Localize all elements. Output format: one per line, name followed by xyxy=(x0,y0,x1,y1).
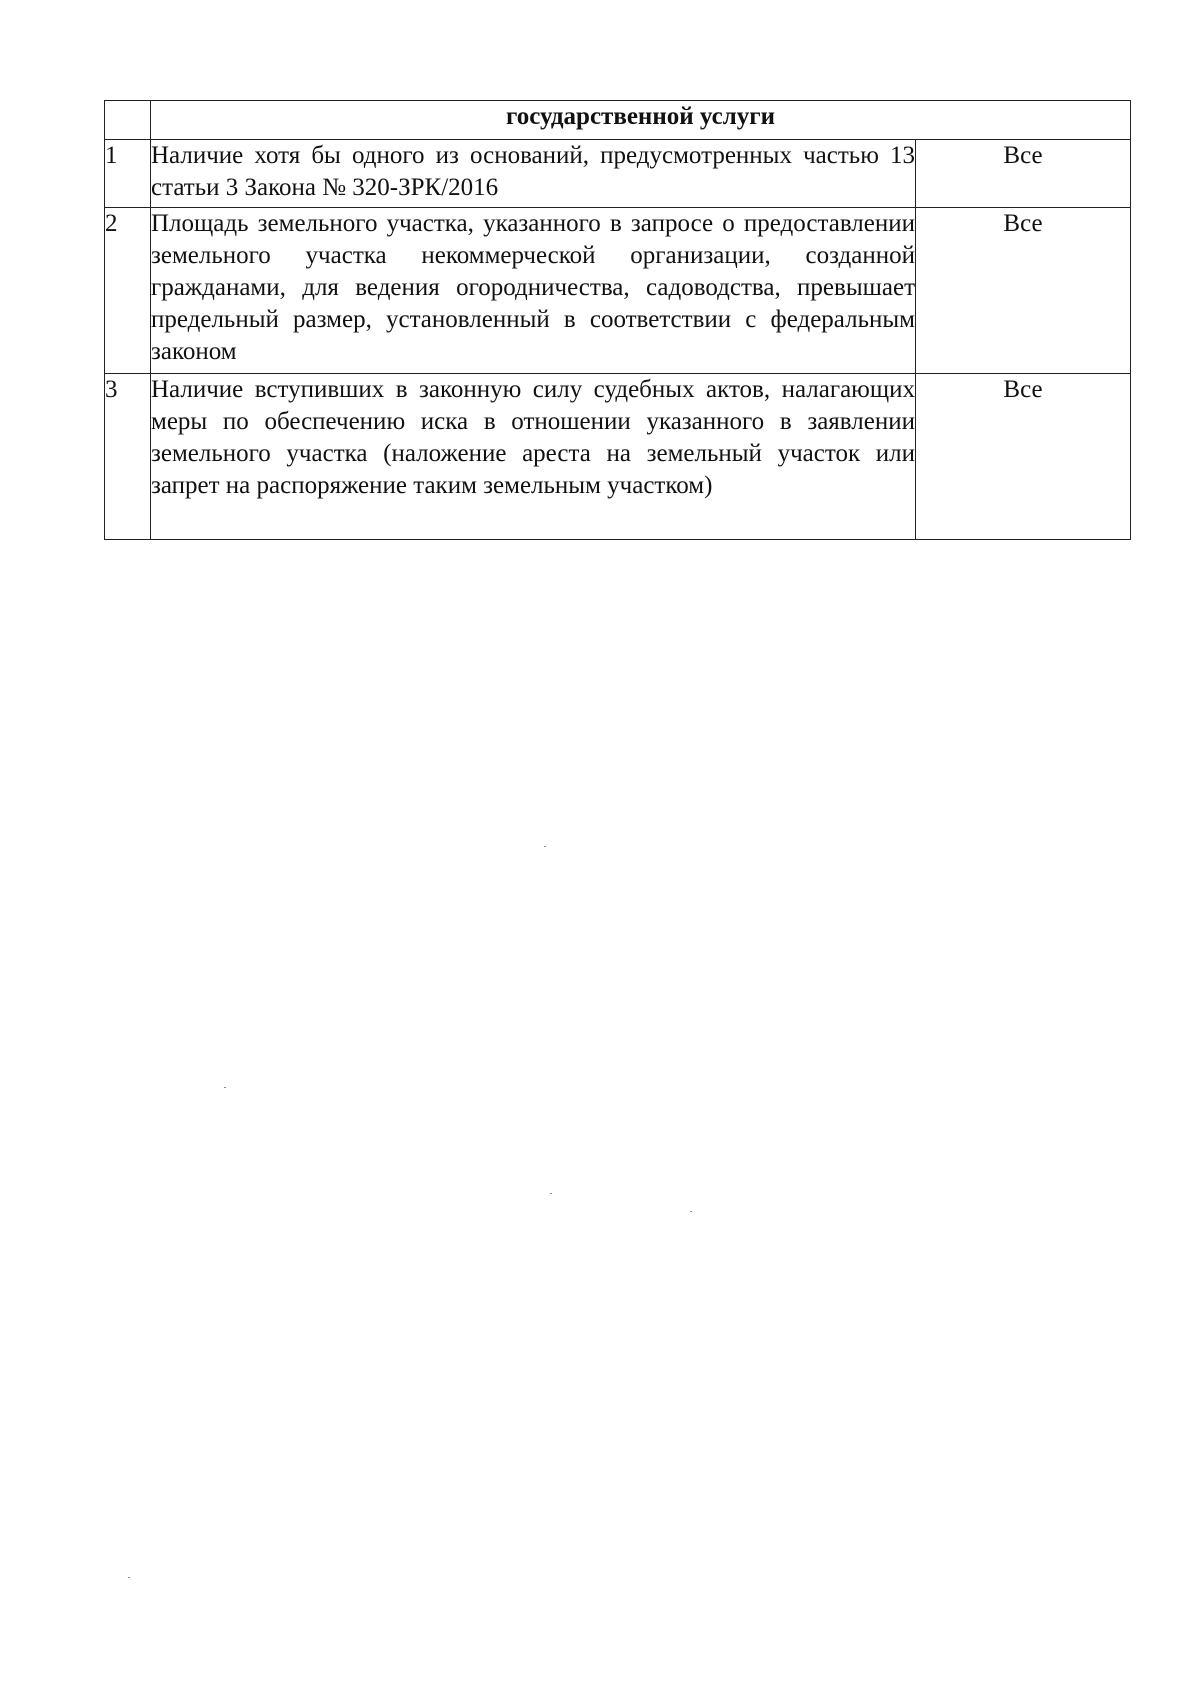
scan-speck xyxy=(128,1577,130,1578)
header-empty-cell xyxy=(105,101,151,140)
scan-speck xyxy=(544,846,546,847)
row-text: Площадь земельного участка, указанного в запросе о предоставлении земельного участка некоммерческой организации, созданной гражданами, для ведения огородничества, садоводства, превышает предельный размер, установленный в соответствии с федеральным законом xyxy=(151,208,916,374)
row-number: 1 xyxy=(105,140,151,208)
table-header-title: государственной услуги xyxy=(151,101,1131,140)
row-applicability: Все xyxy=(916,374,1131,540)
table-row xyxy=(105,208,1131,374)
scan-speck xyxy=(224,1087,226,1088)
grounds-table xyxy=(104,100,1131,540)
row-text: Наличие хотя бы одного из оснований, предусмотренных частью 13 статьи 3 Закона № 320-ЗРК/2016 xyxy=(151,140,916,208)
table-row xyxy=(105,140,1131,208)
row-applicability: Все xyxy=(916,140,1131,208)
table-header-row xyxy=(105,101,1131,140)
scan-speck xyxy=(550,1193,552,1194)
row-applicability: Все xyxy=(916,208,1131,374)
table-row xyxy=(105,374,1131,540)
scan-speck xyxy=(690,1211,692,1212)
row-text: Наличие вступивших в законную силу судебных актов, налагающих меры по обеспечению иска в отношении указанного в заявлении земельного участка (наложение ареста на земельный участок или запрет на распоряжение таким земельным участком) xyxy=(151,374,916,540)
row-number: 3 xyxy=(105,374,151,540)
row-number: 2 xyxy=(105,208,151,374)
